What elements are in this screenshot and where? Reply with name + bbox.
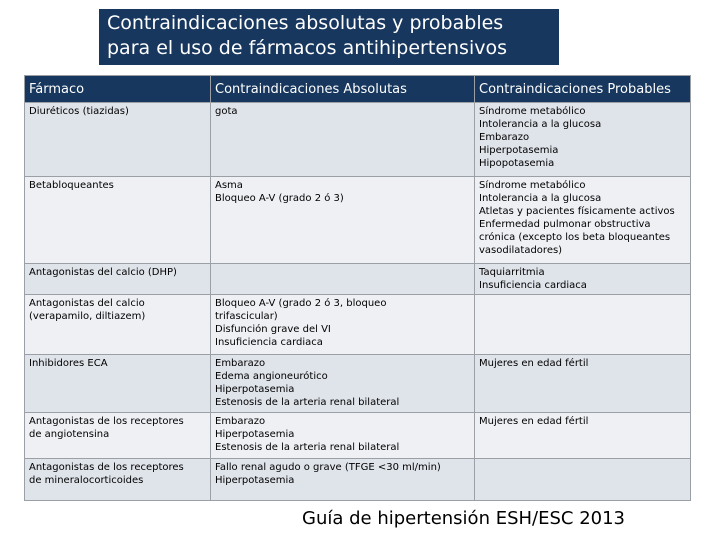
cell-line: Embarazo: [479, 132, 530, 143]
cell-line: Insuficiencia cardiaca: [215, 337, 323, 348]
cell-line: Atletas y pacientes físicamente activos: [479, 206, 675, 217]
cell-line: Asma: [215, 180, 243, 191]
absolute-cell: [211, 177, 475, 264]
absolute-cell: [211, 264, 475, 295]
table-header-row: [25, 76, 691, 103]
cell-line: Bloqueo A-V (grado 2 ó 3): [215, 193, 344, 204]
cell-line: Taquiarritmia: [479, 267, 545, 278]
cell-line: Hiperpotasemia: [479, 145, 559, 156]
probable-cell: [475, 459, 691, 501]
table-row: [25, 177, 691, 264]
cell-line: Fallo renal agudo o grave (TFGE <30 ml/min): [215, 462, 441, 473]
cell-line: Antagonistas del calcio: [29, 298, 145, 309]
table-row: [25, 264, 691, 295]
probable-cell: [475, 177, 691, 264]
table-row: [25, 103, 691, 177]
cell-line: Hipopotasemia: [479, 158, 555, 169]
cell-line: (verapamilo, diltiazem): [29, 311, 146, 322]
drug-cell: [25, 459, 211, 501]
cell-line: Enfermedad pulmonar obstructiva: [479, 219, 651, 230]
table-row: [25, 295, 691, 355]
drug-cell: [25, 413, 211, 459]
drug-cell: [25, 295, 211, 355]
cell-line: vasodilatadores): [479, 245, 563, 256]
cell-line: Embarazo: [215, 416, 266, 427]
probable-cell: [475, 295, 691, 355]
cell-line: Antagonistas de los receptores: [29, 462, 184, 473]
drug-cell: [25, 355, 211, 413]
cell-line: Hiperpotasemia: [215, 384, 295, 395]
absolute-cell: [211, 413, 475, 459]
cell-line: Intolerancia a la glucosa: [479, 119, 602, 130]
header-absolute: Contraindicaciones Absolutas: [211, 76, 475, 103]
cell-line: Inhibidores ECA: [29, 358, 108, 369]
drug-cell: [25, 177, 211, 264]
cell-line: trifascicular): [215, 311, 278, 322]
cell-line: Disfunción grave del VI: [215, 324, 331, 335]
drug-cell: [25, 264, 211, 295]
cell-line: Bloqueo A-V (grado 2 ó 3, bloqueo: [215, 298, 387, 309]
cell-line: Mujeres en edad fértil: [479, 416, 589, 427]
cell-line: Hiperpotasemia: [215, 429, 295, 440]
header-drug: Fármaco: [25, 76, 211, 103]
cell-line: Insuficiencia cardiaca: [479, 280, 587, 291]
cell-line: Antagonistas de los receptores: [29, 416, 184, 427]
contraindications-table: [24, 75, 691, 501]
absolute-cell: [211, 295, 475, 355]
table-row: [25, 355, 691, 413]
cell-line: Hiperpotasemia: [215, 475, 295, 486]
title-line-1: Contraindicaciones absolutas y probables: [107, 12, 504, 34]
absolute-cell: [211, 103, 475, 177]
cell-line: Edema angioneurótico: [215, 371, 328, 382]
cell-line: de mineralocorticoides: [29, 475, 144, 486]
table-row: [25, 459, 691, 501]
absolute-cell: [211, 459, 475, 501]
cell-line: Antagonistas del calcio (DHP): [29, 267, 177, 278]
probable-cell: [475, 413, 691, 459]
source-footer: Guía de hipertensión ESH/ESC 2013: [302, 508, 625, 529]
cell-line: Diuréticos (tiazidas): [29, 106, 129, 117]
probable-cell: [475, 264, 691, 295]
cell-line: Estenosis de la arteria renal bilateral: [215, 397, 400, 408]
cell-line: Síndrome metabólico: [479, 106, 586, 117]
probable-cell: [475, 355, 691, 413]
cell-line: Mujeres en edad fértil: [479, 358, 589, 369]
slide-title: [99, 9, 559, 65]
cell-line: Estenosis de la arteria renal bilateral: [215, 442, 400, 453]
drug-cell: [25, 103, 211, 177]
table-body: [25, 103, 691, 501]
cell-line: Intolerancia a la glucosa: [479, 193, 602, 204]
table-row: [25, 413, 691, 459]
cell-line: crónica (excepto los beta bloqueantes: [479, 232, 671, 243]
probable-cell: [475, 103, 691, 177]
header-probable: Contraindicaciones Probables: [475, 76, 691, 103]
cell-line: Síndrome metabólico: [479, 180, 586, 191]
cell-line: Betabloqueantes: [29, 180, 114, 191]
absolute-cell: [211, 355, 475, 413]
cell-line: de angiotensina: [29, 429, 110, 440]
cell-line: gota: [215, 106, 238, 117]
cell-line: Embarazo: [215, 358, 266, 369]
title-line-2: para el uso de fármacos antihipertensivos: [107, 37, 507, 59]
